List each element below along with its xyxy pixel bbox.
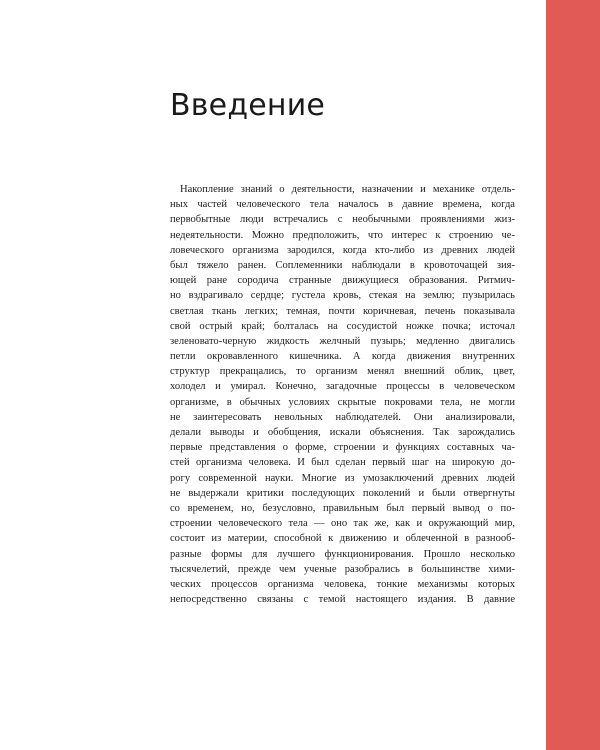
text-line: но вздрагивало сердце; густела кровь, стекая на землю; пузырилась [170,290,515,302]
text-line: первобытные люди встречались с необычными проявлениями жиз- [170,214,515,226]
text-line: разные формы для лучшего функционирования. Прошло несколько [170,548,515,560]
text-line: не выдержали критики последующих поколений и были отвергнуты [170,487,515,499]
text-line: светлая ткань легких; темная, почти коричневая, печень показывала [170,305,515,317]
text-line: рогу современной науки. Многие из умозаключений древних людей [170,472,515,484]
text-line: холодел и умирал. Конечно, загадочные процессы в человеческом [170,381,515,393]
text-line: недеятельности. Можно предположить, что интерес к строению че- [170,229,515,241]
text-line: организме, в обычных условиях скрытые покровами тела, не могли [170,396,515,408]
chapter-title: Введение [170,88,326,123]
text-line: структур прекращались, то организм менял внешний облик, цвет, [170,366,515,378]
text-line: ных частей человеческого тела началось в давние времена, когда [170,199,515,211]
text-line: ловеческого организма зародился, когда кто-либо из древних людей [170,244,515,256]
text-line: не заинтересовать невольных наблюдателей. Они анализировали, [170,411,515,423]
text-line: Накопление знаний о деятельности, назначении и механике отдель- [180,184,515,195]
text-line: ческих процессов организма человека, тонкие механизмы которых [170,578,515,590]
text-line: зеленовато-черную жидкость желчный пузырь; медленно двигались [170,335,515,347]
text-line: состоит из материи, способной к движению и облеченной в разнооб- [170,533,515,545]
text-line: был тяжело ранен. Соплеменники наблюдали в кровоточащей зия- [170,259,515,271]
text-line: свой острый край; болталась на сосудистой ножке почка; источал [170,320,515,332]
text-line: ющей ране сородича странные движущиеся образования. Ритмич- [170,275,515,287]
text-line: тысячелетий, прежде чем ученые разобрались в большинстве хими- [170,563,515,575]
body-paragraph [170,182,515,607]
text-line: стей организма человека. И был сделан первый шаг на широкую до- [170,457,515,469]
red-edge-band [546,0,600,750]
text-line: петли окровавленного кишечника. А когда движения внутренних [170,351,515,363]
text-line: строении человеческого тела — оно так же, как и окружающий мир, [170,518,515,530]
text-line: непосредственно связаны с темой настоящего издания. В давние [170,594,515,606]
text-line: со временем, но, безусловно, правильным был первый вывод о по- [170,502,515,514]
text-line: делали выводы и обобщения, искали объяснения. Так зарождались [170,427,515,438]
text-line: первые представления о форме, строении и функциях составных ча- [170,442,515,454]
